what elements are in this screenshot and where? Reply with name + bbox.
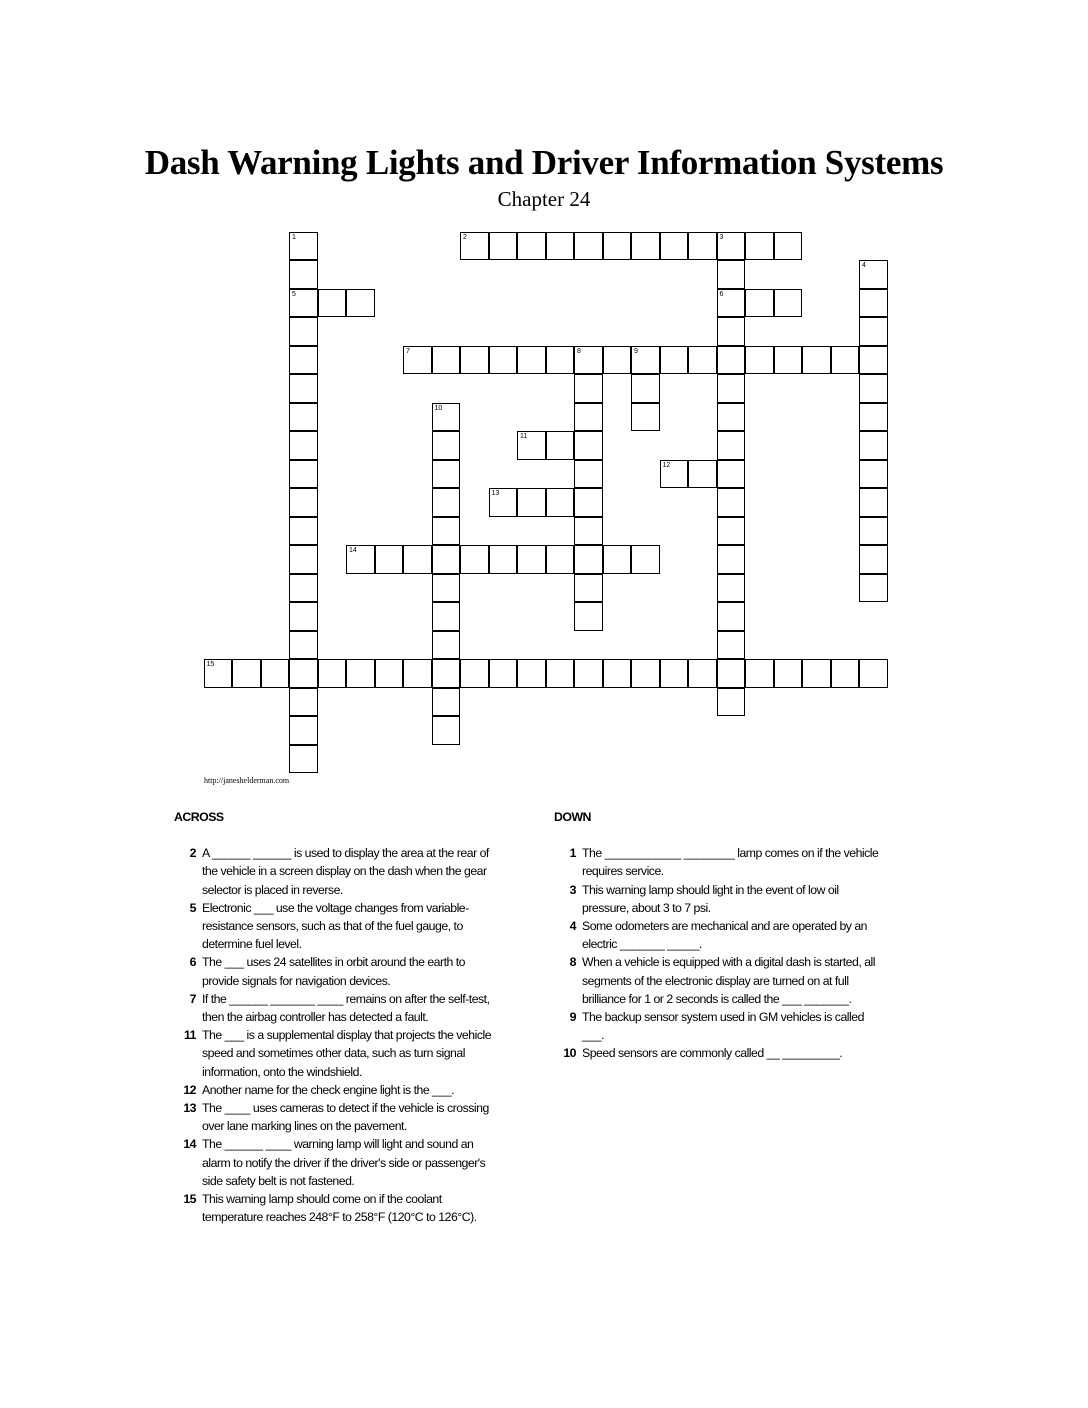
grid-cell[interactable] <box>717 602 746 631</box>
clue-item <box>174 953 504 989</box>
grid-cell[interactable] <box>574 488 603 517</box>
grid-cell[interactable] <box>859 545 888 574</box>
grid-cell[interactable] <box>546 488 575 517</box>
grid-cell[interactable] <box>289 602 318 631</box>
clue-number: 13 <box>183 1101 196 1116</box>
grid-cell[interactable] <box>289 346 318 375</box>
down-heading: DOWN <box>554 810 591 824</box>
grid-cell[interactable] <box>745 659 774 688</box>
clue-text: Speed sensors are commonly called __ _________. <box>582 1046 843 1061</box>
grid-cell[interactable] <box>717 346 746 375</box>
grid-cell[interactable] <box>517 232 546 261</box>
cell-number: 12 <box>662 461 671 469</box>
grid-cell[interactable] <box>289 716 318 745</box>
grid-cell[interactable] <box>774 232 803 261</box>
grid-cell[interactable] <box>745 289 774 318</box>
clue-item <box>554 1044 888 1062</box>
grid-cell[interactable] <box>631 403 660 432</box>
clue-number: 9 <box>569 1010 576 1025</box>
grid-cell[interactable] <box>774 289 803 318</box>
grid-cell[interactable] <box>261 659 290 688</box>
clue-item <box>554 953 888 1008</box>
cell-number: 14 <box>349 547 357 554</box>
clue-number: 4 <box>569 919 576 934</box>
grid-cell[interactable] <box>717 488 746 517</box>
grid-cell[interactable] <box>517 431 546 460</box>
clue-item <box>174 844 504 899</box>
grid-cell[interactable] <box>289 317 318 346</box>
grid-cell[interactable] <box>660 346 689 375</box>
clue-text: The backup sensor system used in GM vehicles is called ___. <box>582 1010 864 1043</box>
grid-cell[interactable] <box>432 488 461 517</box>
clue-text: If the ______ _______ ____ remains on after the self-test, then the airbag controller has detected a fault. <box>202 991 490 1025</box>
grid-cell[interactable] <box>289 488 318 517</box>
grid-cell[interactable] <box>688 460 717 489</box>
clue-text: The ____________ ________ lamp comes on if the vehicle requires service. <box>582 846 879 879</box>
grid-cell[interactable] <box>289 431 318 460</box>
clue-text: Another name for the check engine light is the ___. <box>202 1082 455 1097</box>
grid-cell[interactable] <box>774 659 803 688</box>
clue-number: 11 <box>184 1028 196 1043</box>
clue-number: 8 <box>569 955 576 970</box>
grid-cell[interactable] <box>489 659 518 688</box>
grid-cell[interactable] <box>859 346 888 375</box>
clue-text: This warning lamp should light in the event of low oil pressure, about 3 to 7 psi. <box>582 882 839 915</box>
clue-number: 6 <box>189 955 196 970</box>
cell-number: 8 <box>577 347 581 355</box>
grid-cell[interactable] <box>403 545 432 574</box>
clue-number: 3 <box>569 882 576 897</box>
grid-cell[interactable] <box>859 517 888 546</box>
grid-cell[interactable] <box>517 488 546 517</box>
clue-item <box>174 1081 504 1099</box>
grid-cell[interactable] <box>631 545 660 574</box>
grid-cell[interactable] <box>546 431 575 460</box>
clue-item <box>174 899 504 954</box>
grid-cell[interactable] <box>831 346 860 375</box>
clue-number: 5 <box>189 900 196 915</box>
grid-cell[interactable] <box>802 346 831 375</box>
grid-cell[interactable] <box>432 574 461 603</box>
grid-cell[interactable] <box>432 545 461 574</box>
grid-cell[interactable] <box>403 346 432 375</box>
grid-cell[interactable] <box>717 460 746 489</box>
grid-cell[interactable] <box>432 631 461 660</box>
grid-cell[interactable] <box>460 346 489 375</box>
grid-cell[interactable] <box>717 232 746 261</box>
grid-cell[interactable] <box>289 517 318 546</box>
grid-cell[interactable] <box>574 659 603 688</box>
grid-cell[interactable] <box>717 374 746 403</box>
grid-cell[interactable] <box>289 260 318 289</box>
grid-cell[interactable] <box>717 317 746 346</box>
grid-cell[interactable] <box>574 232 603 261</box>
grid-cell[interactable] <box>432 688 461 717</box>
grid-cell[interactable] <box>574 545 603 574</box>
clue-item <box>174 1190 504 1226</box>
clue-text: When a vehicle is equipped with a digital dash is started, all segments of the electronic display are turned on at full brilliance for 1 or 2 seconds is called the ___ _______. <box>582 955 876 1006</box>
grid-cell[interactable] <box>859 289 888 318</box>
grid-cell[interactable] <box>489 545 518 574</box>
page-title: Dash Warning Lights and Driver Information Systems <box>144 143 944 182</box>
grid-cell[interactable] <box>289 659 318 688</box>
grid-cell[interactable] <box>774 346 803 375</box>
grid-cell[interactable] <box>517 346 546 375</box>
grid-cell[interactable] <box>432 659 461 688</box>
cell-number: 4 <box>862 262 866 269</box>
grid-cell[interactable] <box>546 659 575 688</box>
grid-cell[interactable] <box>717 260 746 289</box>
grid-cell[interactable] <box>574 517 603 546</box>
across-clue-list <box>174 844 504 1226</box>
clue-text: This warning lamp should come on if the coolant temperature reaches 248°F to 258°F (120°C to 126°C). <box>202 1192 477 1225</box>
clue-item <box>554 1008 888 1044</box>
grid-cell[interactable] <box>432 431 461 460</box>
grid-cell[interactable] <box>289 403 318 432</box>
clue-number: 14 <box>183 1137 196 1152</box>
clue-text: The ___ is a supplemental display that projects the vehicle speed and sometimes other data, such as turn signal information, onto the windshield. <box>202 1028 492 1079</box>
clue-item <box>554 844 888 880</box>
grid-cell[interactable] <box>631 232 660 261</box>
grid-cell[interactable] <box>745 232 774 261</box>
clue-text: Some odometers are mechanical and are operated by an electric _______ _____. <box>582 919 868 952</box>
grid-cell[interactable] <box>489 346 518 375</box>
clue-text: The ____ uses cameras to detect if the vehicle is crossing over lane marking lines on the pavement. <box>202 1101 489 1134</box>
clue-item <box>554 881 888 917</box>
grid-cell[interactable] <box>289 289 318 318</box>
grid-cell[interactable] <box>574 431 603 460</box>
grid-cell[interactable] <box>546 232 575 261</box>
cell-number: 7 <box>406 347 410 355</box>
grid-cell[interactable] <box>574 374 603 403</box>
grid-cell[interactable] <box>232 659 261 688</box>
grid-cell[interactable] <box>660 232 689 261</box>
across-clues <box>174 808 504 1226</box>
grid-cell[interactable] <box>489 232 518 261</box>
grid-cell[interactable] <box>289 232 318 261</box>
grid-cell[interactable] <box>460 545 489 574</box>
cell-number: 3 <box>719 233 724 241</box>
clue-number: 2 <box>189 846 196 861</box>
grid-cell[interactable] <box>432 403 461 432</box>
grid-cell[interactable] <box>660 460 689 489</box>
cell-number: 15 <box>206 661 215 668</box>
grid-cell[interactable] <box>688 232 717 261</box>
grid-cell[interactable] <box>717 517 746 546</box>
cell-number: 2 <box>463 233 467 241</box>
grid-cell[interactable] <box>859 260 888 289</box>
grid-cell[interactable] <box>289 631 318 660</box>
grid-cell[interactable] <box>717 289 746 318</box>
cell-number: 10 <box>434 404 443 412</box>
grid-cell[interactable] <box>289 374 318 403</box>
clue-item <box>174 1026 504 1081</box>
clue-text: A ______ ______ is used to display the area at the rear of the vehicle in a screen display on the dash when the gear selector is placed in reverse. <box>202 846 489 897</box>
grid-cell[interactable] <box>631 346 660 375</box>
grid-cell[interactable] <box>432 716 461 745</box>
clue-text: The ______ ____ warning lamp will light and sound an alarm to notify the driver if the driver's side or passenger's side safety belt is not fastened. <box>202 1137 486 1188</box>
credit-url: http://janeshelderman.com <box>204 776 290 785</box>
grid-cell[interactable] <box>489 488 518 517</box>
down-clue-list <box>554 844 888 1062</box>
grid-cell[interactable] <box>346 659 375 688</box>
grid-cell[interactable] <box>631 374 660 403</box>
cell-number: 5 <box>292 290 296 298</box>
grid-cell[interactable] <box>631 659 660 688</box>
grid-cell[interactable] <box>859 488 888 517</box>
clue-item <box>174 1099 504 1135</box>
grid-cell[interactable] <box>603 232 632 261</box>
grid-cell[interactable] <box>802 659 831 688</box>
clue-item <box>174 990 504 1026</box>
grid-cell[interactable] <box>717 688 746 717</box>
grid-cell[interactable] <box>603 659 632 688</box>
grid-cell[interactable] <box>204 659 233 688</box>
grid-cell[interactable] <box>432 460 461 489</box>
grid-cell[interactable] <box>717 545 746 574</box>
grid-cell[interactable] <box>717 631 746 660</box>
grid-cell[interactable] <box>289 460 318 489</box>
grid-cell[interactable] <box>460 659 489 688</box>
grid-cell[interactable] <box>346 545 375 574</box>
clue-number: 1 <box>569 846 576 861</box>
grid-cell[interactable] <box>859 460 888 489</box>
clue-number: 10 <box>563 1046 576 1061</box>
grid-cell[interactable] <box>289 545 318 574</box>
grid-cell[interactable] <box>859 574 888 603</box>
grid-cell[interactable] <box>546 545 575 574</box>
clue-item <box>174 1135 504 1190</box>
cell-number: 1 <box>292 233 296 241</box>
grid-cell[interactable] <box>831 659 860 688</box>
down-clues <box>554 808 888 1063</box>
page-subtitle: Chapter 24 <box>497 187 591 211</box>
grid-cell[interactable] <box>346 289 375 318</box>
grid-cell[interactable] <box>375 545 404 574</box>
cell-number: 11 <box>520 433 528 440</box>
grid-cell[interactable] <box>717 574 746 603</box>
across-heading: ACROSS <box>174 810 224 824</box>
grid-cell[interactable] <box>859 431 888 460</box>
grid-cell[interactable] <box>574 460 603 489</box>
clue-number: 7 <box>189 991 196 1006</box>
grid-cell[interactable] <box>717 659 746 688</box>
grid-cell[interactable] <box>318 289 347 318</box>
grid-cell[interactable] <box>403 659 432 688</box>
grid-cell[interactable] <box>289 688 318 717</box>
grid-cell[interactable] <box>688 659 717 688</box>
grid-cell[interactable] <box>574 602 603 631</box>
clue-text: The ___ uses 24 satellites in orbit around the earth to provide signals for navigation devices. <box>202 955 466 988</box>
grid-cell[interactable] <box>546 346 575 375</box>
grid-cell[interactable] <box>517 659 546 688</box>
clue-text: Electronic ___ use the voltage changes from variable-resistance sensors, such as that of the fuel gauge, to determine fuel level. <box>202 900 469 952</box>
grid-cell[interactable] <box>859 659 888 688</box>
grid-cell[interactable] <box>574 574 603 603</box>
clue-item <box>554 917 888 953</box>
grid-cell[interactable] <box>432 346 461 375</box>
grid-cell[interactable] <box>318 659 347 688</box>
grid-cell[interactable] <box>432 602 461 631</box>
clue-number: 15 <box>183 1192 196 1207</box>
grid-cell[interactable] <box>660 659 689 688</box>
grid-cell[interactable] <box>375 659 404 688</box>
clue-number: 12 <box>183 1082 196 1097</box>
grid-cell[interactable] <box>859 374 888 403</box>
grid-cell[interactable] <box>517 545 546 574</box>
grid-cell[interactable] <box>289 745 318 774</box>
grid-cell[interactable] <box>688 346 717 375</box>
grid-cell[interactable] <box>574 346 603 375</box>
grid-cell[interactable] <box>603 545 632 574</box>
grid-cell[interactable] <box>859 317 888 346</box>
grid-cell[interactable] <box>289 574 318 603</box>
cell-number: 13 <box>491 490 500 497</box>
grid-cell[interactable] <box>574 403 603 432</box>
cell-number: 9 <box>634 347 638 355</box>
cell-number: 6 <box>719 290 724 298</box>
grid-cell[interactable] <box>603 346 632 375</box>
grid-cell[interactable] <box>432 517 461 546</box>
grid-cell[interactable] <box>745 346 774 375</box>
grid-cell[interactable] <box>717 431 746 460</box>
grid-cell[interactable] <box>859 403 888 432</box>
grid-cell[interactable] <box>460 232 489 261</box>
grid-cell[interactable] <box>717 403 746 432</box>
